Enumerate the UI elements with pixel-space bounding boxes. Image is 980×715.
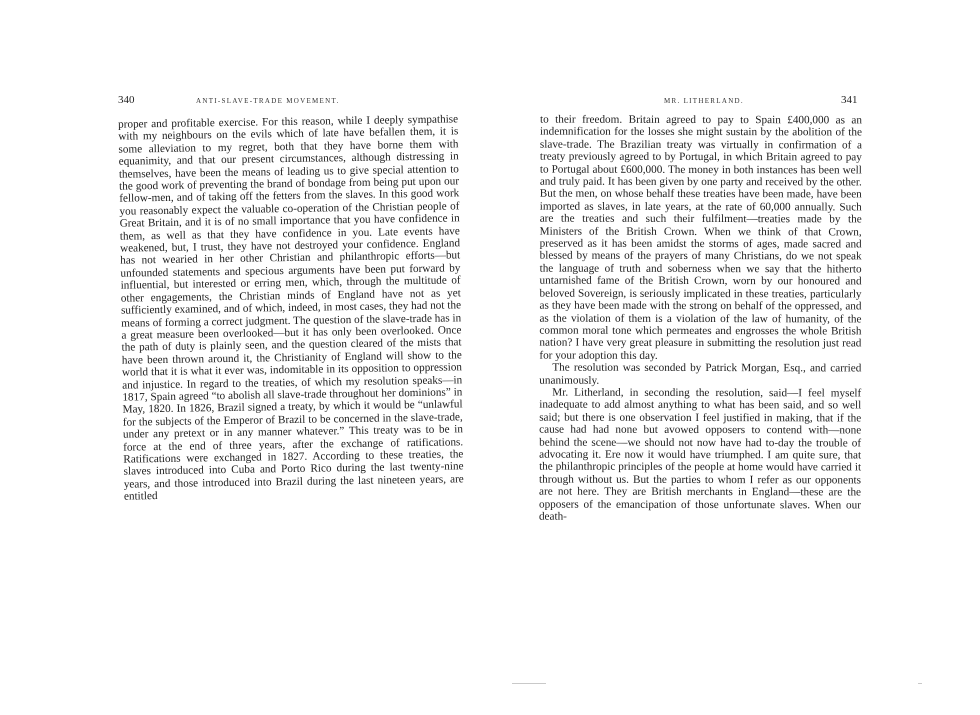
paragraph: to their freedom. Britain agreed to pay to Spain £400,000 as an indemnification for the losses she might sustain by the abolition of the slave-trade. The Brazilian treaty was virtually in confirmation of a treaty previously agreed to by Portugal, in which Britain agreed to pay to Portugal about £600,000. The money in both instances has been well and truly paid. It has been given by one party and received by the other. But the men, on whose behalf these treaties have been made, have been imported as slaves, in late years, at the rate of 60,000 annually. Such are the treaties and such their fulfilment—treaties made by the Ministers of the British Crown. When we think of that Crown, preserved as it has been amidst the storms of ages, made sacred and blessed by means of the prayers of many Christians, do we not speak the language of truth and soberness when we say that the hitherto untarnished fame of the British Crown, worn by our honoured and beloved Sovereign, is seriously implicated in these treaties, particularly as they have been made with the strong on behalf of the oppressed, and as the violation of them is a violation of the law of humanity, of the common moral tone which permeates and engrosses the whole British nation? I have very great pleasure in submitting the resolution just read for your adoption this day. [539, 113, 862, 362]
running-head: MR. LITHERLAND. [664, 97, 744, 105]
paragraph: Mr. Litherland, in seconding the resolution, said—I feel myself inadequate to add almost anything to what has been said, and so well said; but there is one observation I feel justified in making, that if the cause had had none but avowed opposers to contend with—none behind the scene—we should not now have had to-day the trouble of advocating it. Ere now it would have triumphed. I am quite sure, that the philanthropic principles of the people at home would have carried it through without us. But the parties to whom I refer as our opponents are not here. They are British merchants in England—these are the opposers of the emancipation of those unfortunate slaves. When our death- [538, 386, 862, 523]
right-body-text [539, 114, 862, 524]
right-page [490, 0, 980, 715]
paragraph: The resolution was seconded by Patrick Morgan, Esq., and carried unanimously. [539, 361, 862, 387]
scan-artifact [512, 683, 546, 684]
running-head: ANTI-SLAVE-TRADE MOVEMENT. [196, 97, 340, 105]
paragraph: proper and profitable exercise. For this reason, while I deeply sympathise with my neighbours on the evils which of late have befallen them, it is some alleviation to my regret, both that they have borne them with equanimity, and that our present circumstances, although distressing in themselves, have been the means of leading us to give special attention to the good work of preventing the brand of bondage from being put upon our fellow-men, and of taking off the fetters from the slaves. In this good work you reasonably expect the valuable co-operation of the Christian people of Great Britain, and it is of no small importance that you have confidence in them, as well as that they have confidence in you. Late events have weakened, but, I trust, they have not destroyed your confidence. England has not wearied in her other Christian and philanthropic efforts—but unfounded statements and specious arguments have been put forward by influential, but interested or erring men, which, through the multitude of other engagements, the Christian minds of England have not as yet sufficiently examined, and of which, indeed, in most cases, they had not the means of forming a correct judgment. The question of the slave-trade has in a great measure been overlooked—but it has only been overlooked. Once the path of duty is plainly seen, and the question cleared of the mists that have been thrown around it, the Christianity of England will show to the world that it is what it ever was, indomitable in its opposition to oppression and injustice. In regard to the treaties, of which my resolution speaks—in 1817, Spain agreed “to abolish all slave-trade throughout her dominions” in May, 1820. In 1826, Brazil signed a treaty, by which it would be “unlawful for the subjects of the Emperor of Brazil to be concerned in the slave-trade, under any pretext or in any manner whatever.” This treaty was to be in force at the end of three years, after the exchange of ratifications. Ratifications were exchanged in 1827. According to these treaties, the slaves introduced into Cuba and Porto Rico during the last twenty-nine years, and those introduced into Brazil during the last nineteen years, are entitled [118, 113, 464, 503]
scan-artifact [918, 683, 922, 684]
page-number: 340 [118, 94, 135, 106]
left-body-text [118, 113, 464, 503]
page-number: 341 [841, 94, 858, 106]
